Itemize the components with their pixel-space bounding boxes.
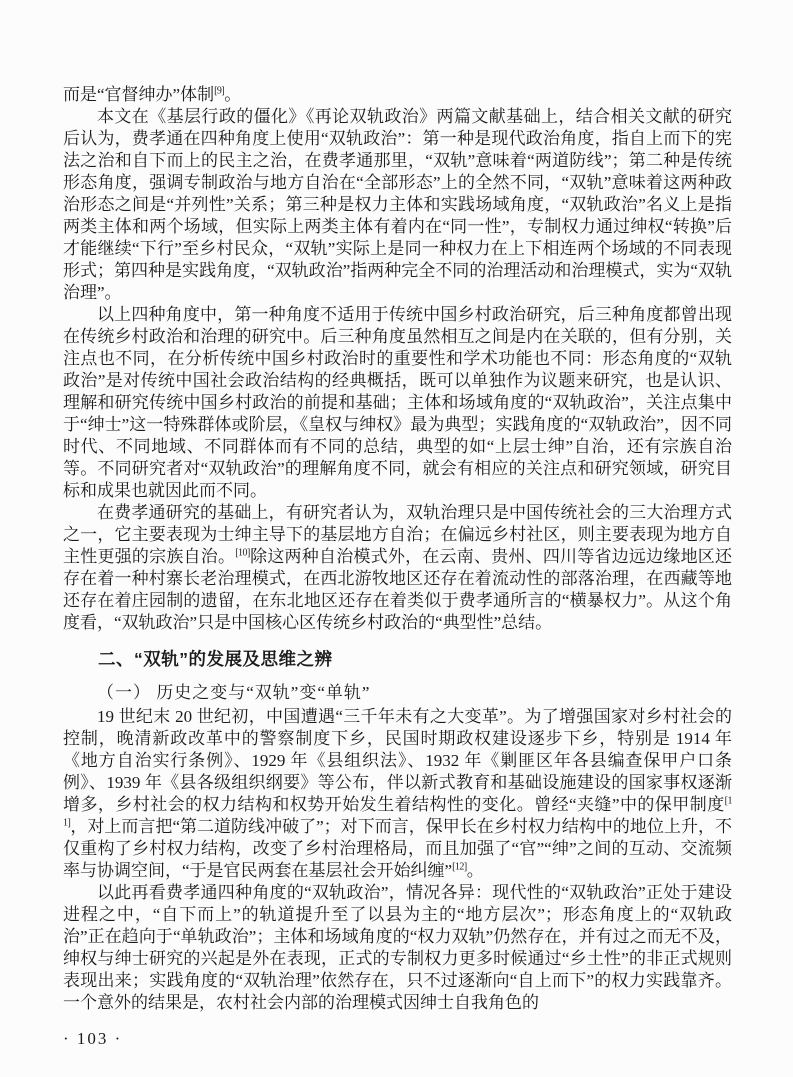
footnote-ref-12: [12] <box>452 861 467 873</box>
paragraph-revisiting-four-angles: 以此再看费孝通四种角度的“双轨政治”，情况各异：现代性的“双轨政治”正处于建设进程之中，“自下而上”的轨道提升至了以县为主的“地方层次”；形态角度上的“双轨政治”正在趋向于“单轨政治”；主体和场域角度的“权力双轨”仍然存在，并有过之而无不及，绅权与绅士研究的兴起是外在表现，正式的专制权力更多时候通过“乡土性”的非正式规则表现出来；实践角度的“双轨治理”依然存在，只不过逐渐向“自上而下”的权力实践靠齐。一个意外的结果是，农村社会内部的治理模式因绅士自我角色的 <box>63 883 732 1012</box>
paragraph-text: ，对上而言把“第二道防线冲破了”；对下而言，保甲长在乡村权力结构中的地位上升，不仅重构了乡村权力结构，改变了乡村治理格局，而且加强了“官”“绅”之间的互动、交流频率与协调空间，“于是官民两套在基层社会开始纠缠” <box>63 817 732 880</box>
paragraph-text: 19 世纪末 20 世纪初，中国遭遇“三千年未有之大变革”。为了增强国家对乡村社会的控制，晚清新政改革中的警察制度下乡，民国时期政权建设逐步下乡，特别是 1914 年《地方自治实行条例》、1929 年《县组织法》、1932 年《剿匪区年各县编查保甲户口条例》、1939 年《县各级组织纲要》等公布，伴以新式教育和基础设施建设的国家事权逐渐增多，乡村社会的权力结构和权势开始发生着结构性的变化。曾经“夹缝”中的保甲制度 <box>63 707 732 814</box>
paragraph-continuation <box>63 84 732 106</box>
paragraph-four-angles: 本文在《基层行政的僵化》《再论双轨政治》两篇文献基础上，结合相关文献的研究后认为，费孝通在四种角度上使用“双轨政治”：第一种是现代政治角度，指自上而下的宪法之治和自下而上的民主之治，在费孝通那里，“双轨”意味着“两道防线”；第二种是传统形态角度，强调专制政治与地方自治在“全部形态”上的全然不同，“双轨”意味着这两种政治形态之间是“并列性”关系；第三种是权力主体和实践场域角度，“双轨政治”名义上是指两类主体和两个场域，但实际上两类主体有着内在“同一性”，专制权力通过绅权“转换”后才能继续“下行”至乡村民众，“双轨”实际上是同一种权力在上下相连两个场域的不同表现形式；第四种是实践角度，“双轨政治”指两种完全不同的治理活动和治理模式，实为“双轨治理”。 <box>63 107 732 302</box>
footnote-ref-11: [11] <box>63 795 732 829</box>
paragraph-three-governance-modes <box>63 502 732 634</box>
paragraph-angle-comparison: 以上四种角度中，第一种角度不适用于传统中国乡村政治研究，后三种角度都曾出现在传统乡村政治和治理的研究中。后三种角度虽然相互之间是内在关联的，但有分别，关注点也不同，在分析传统中国乡村政治时的重要性和学术功能也不同：形态角度的“双轨政治”是对传统中国社会政治结构的经典概括，既可以单独作为议题来研究，也是认识、理解和研究传统中国乡村政治的前提和基础；主体和场域角度的“双轨政治”，关注点集中于“绅士”这一特殊群体或阶层，《皇权与绅权》最为典型；实践角度的“双轨政治”，因不同时代、不同地域、不同群体而有不同的总结，典型的如“上层士绅”自治，还有宗族自治等。不同研究者对“双轨政治”的理解角度不同，就会有相应的关注点和研究领域，研究目标和成果也就因此而不同。 <box>63 305 732 500</box>
paragraph-historical-change <box>63 706 732 882</box>
text-block <box>63 84 732 1050</box>
paragraph-text: 而是“官督绅办”体制 <box>63 85 215 104</box>
subsection-heading: （一） 历史之变与“双轨”变“单轨” <box>97 683 371 702</box>
paragraph-text: 在费孝通研究的基础上，有研究者认为，双轨治理只是中国传统社会的三大治理方式之一，它主要表现为士绅主导下的基层地方自治；在偏远乡村社区，则主要表现为地方自主性更强的宗族自治。 <box>63 503 732 566</box>
paragraph-text: 除这两种自治模式外，在云南、贵州、四川等省边远边缘地区还存在着一种村寨长老治理模式，在西北游牧地区还存在着流动性的部落治理，在西藏等地还存在着庄园制的遗留，在东北地区还存在着类似于费孝通所言的“横暴权力”。从这个角度看，“双轨政治”只是中国核心区传统乡村政治的“典型性”总结。 <box>63 547 733 632</box>
footnote-ref-10: [10] <box>235 547 250 559</box>
paragraph-text: 。 <box>224 85 242 104</box>
page-number: · 103 · <box>63 1029 123 1048</box>
footnote-ref-9: [9] <box>214 85 225 97</box>
paragraph-text: 。 <box>466 861 484 880</box>
section-heading: 二、“双轨”的发展及思维之辨 <box>98 649 333 669</box>
